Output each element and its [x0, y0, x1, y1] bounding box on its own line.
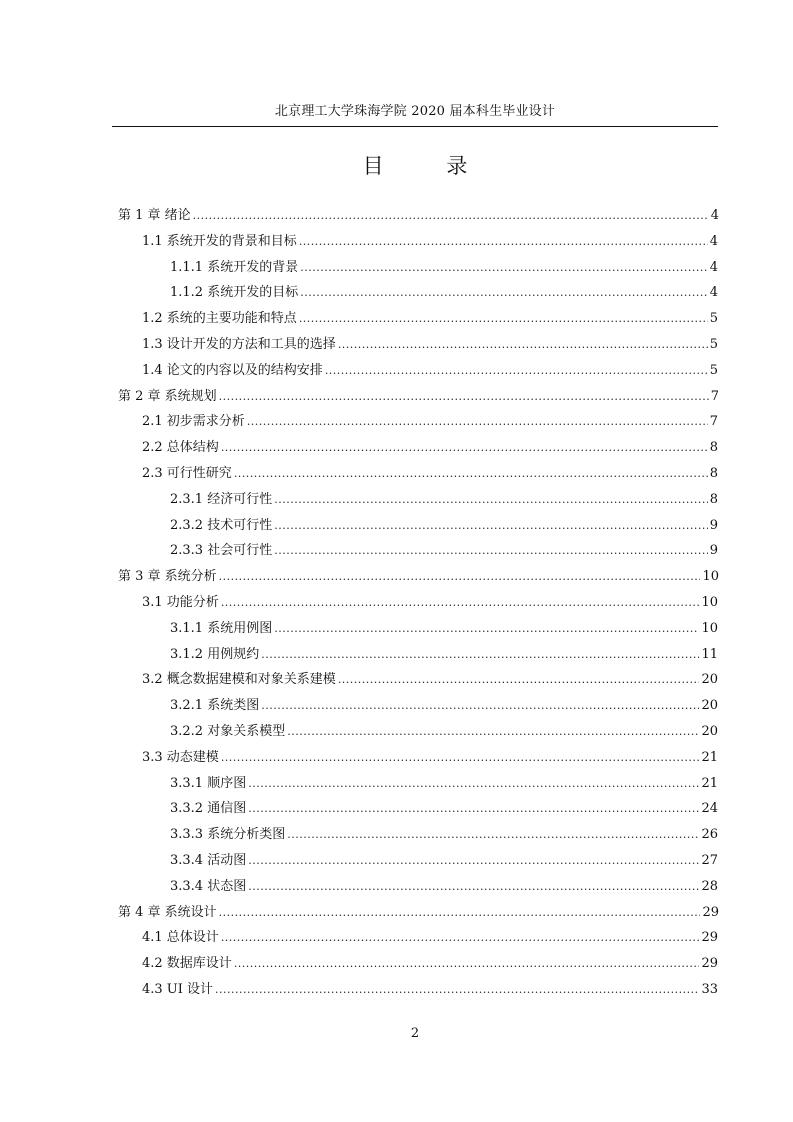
toc-entry-label: 1.4 论文的内容以及的结构安排 [142, 363, 323, 378]
toc-entry-label: 3.1.2 用例规约 [170, 647, 260, 662]
toc-entry-page: 21 [701, 750, 718, 765]
toc-dot-leader [248, 850, 699, 872]
toc-dot-leader [234, 953, 700, 975]
toc-entry-page: 7 [709, 414, 718, 429]
toc-entry[interactable] [170, 282, 718, 304]
toc-entry[interactable] [142, 747, 718, 769]
page-number: 2 [410, 1026, 420, 1041]
toc-entry-page: 9 [709, 543, 718, 558]
toc-dot-leader [215, 979, 699, 1001]
toc-entry-label: 第 3 章 系统分析 [118, 569, 217, 584]
toc-dot-leader [248, 773, 699, 795]
toc-entry-label: 4.1 总体设计 [142, 930, 219, 945]
toc-dot-leader [248, 798, 699, 820]
toc-entry-label: 2.3.3 社会可行性 [170, 543, 273, 558]
toc-entry[interactable] [142, 360, 718, 382]
toc-entry-page: 11 [701, 647, 718, 662]
header-rule [112, 126, 718, 127]
toc-entry-page: 20 [701, 672, 718, 687]
toc-dot-leader [274, 489, 708, 511]
toc-entry-label: 4.2 数据库设计 [142, 956, 232, 971]
toc-dot-leader [274, 618, 699, 640]
toc-entry-label: 1.3 设计开发的方法和工具的选择 [142, 337, 336, 352]
toc-entry[interactable] [170, 618, 718, 640]
toc-title: 目 录 [362, 154, 496, 178]
toc-entry[interactable] [142, 669, 718, 691]
toc-entry-page: 10 [701, 621, 718, 636]
toc-dot-leader [300, 257, 708, 279]
toc-entry-label: 3.3 动态建模 [142, 750, 219, 765]
toc-entry-page: 20 [701, 724, 718, 739]
toc-entry-label: 3.1 功能分析 [142, 595, 219, 610]
toc-dot-leader [221, 747, 700, 769]
toc-dot-leader [325, 360, 708, 382]
toc-entry-label: 3.3.3 系统分析类图 [170, 827, 286, 842]
toc-entry-page: 24 [701, 801, 718, 816]
toc-entry-label: 3.2.1 系统类图 [170, 698, 260, 713]
toc-entry-page: 20 [701, 698, 718, 713]
toc-entry-page: 29 [701, 956, 718, 971]
toc-dot-leader [219, 566, 701, 588]
toc-entry-page: 27 [701, 853, 718, 868]
toc-entry-label: 4.3 UI 设计 [142, 982, 214, 997]
toc-dot-leader [221, 927, 700, 949]
toc-entry-page: 9 [709, 518, 718, 533]
toc-dot-leader [221, 437, 708, 459]
toc-dot-leader [299, 308, 708, 330]
toc-entry-label: 2.3.1 经济可行性 [170, 492, 273, 507]
toc-dot-leader [247, 411, 708, 433]
toc-dot-leader [299, 231, 708, 253]
toc-entry-label: 3.3.4 活动图 [170, 853, 247, 868]
toc-dot-leader [287, 721, 699, 743]
toc-entry[interactable] [142, 592, 718, 614]
toc-entry[interactable] [170, 540, 718, 562]
toc-entry[interactable] [170, 644, 718, 666]
running-header: 北京理工大学珠海学院 2020 届本科生毕业设计 [274, 104, 556, 119]
toc-entry-label: 3.3.2 通信图 [170, 801, 247, 816]
toc-entry-page: 21 [701, 776, 718, 791]
toc-entry-label: 1.1.1 系统开发的背景 [170, 260, 299, 275]
toc-entry-page: 8 [709, 440, 718, 455]
toc-entry[interactable] [170, 721, 718, 743]
toc-entry[interactable] [170, 773, 718, 795]
toc-dot-leader [221, 592, 700, 614]
toc-entry[interactable] [142, 953, 718, 975]
toc-entry[interactable] [142, 463, 718, 485]
toc-dot-leader [234, 463, 708, 485]
toc-entry[interactable] [142, 927, 718, 949]
toc-entry-label: 1.2 系统的主要功能和特点 [142, 311, 297, 326]
toc-entry-label: 2.3.2 技术可行性 [170, 518, 273, 533]
toc-entry[interactable] [142, 411, 718, 433]
toc-entry-label: 3.2 概念数据建模和对象关系建模 [142, 672, 336, 687]
toc-entry-label: 第 1 章 绪论 [118, 208, 191, 223]
toc-entry[interactable] [118, 902, 719, 924]
toc-entry[interactable] [170, 876, 718, 898]
toc-entry-page: 33 [701, 982, 718, 997]
toc-entry-page: 10 [701, 595, 718, 610]
toc-dot-leader [193, 205, 709, 227]
toc-entry-label: 3.3.4 状态图 [170, 879, 247, 894]
toc-entry[interactable] [118, 386, 719, 408]
toc-entry[interactable] [142, 979, 718, 1001]
toc-entry-label: 1.1 系统开发的背景和目标 [142, 234, 297, 249]
toc-entry-page: 4 [709, 285, 718, 300]
toc-entry-page: 4 [709, 260, 718, 275]
toc-entry[interactable] [170, 489, 718, 511]
toc-entry[interactable] [142, 437, 718, 459]
toc-entry-page: 8 [709, 466, 718, 481]
toc-entry-page: 5 [709, 311, 718, 326]
toc-dot-leader [300, 282, 708, 304]
toc-entry[interactable] [170, 824, 718, 846]
toc-dot-leader [274, 515, 708, 537]
toc-entry[interactable] [142, 308, 718, 330]
toc-entry[interactable] [142, 334, 718, 356]
toc-entry-label: 2.3 可行性研究 [142, 466, 232, 481]
toc-dot-leader [219, 386, 709, 408]
toc-entry-label: 1.1.2 系统开发的目标 [170, 285, 299, 300]
toc-entry[interactable] [170, 850, 718, 872]
toc-entry-page: 29 [701, 930, 718, 945]
toc-entry[interactable] [118, 566, 719, 588]
toc-dot-leader [261, 644, 699, 666]
toc-entry[interactable] [170, 515, 718, 537]
toc-entry-label: 3.1.1 系统用例图 [170, 621, 273, 636]
toc-entry[interactable] [170, 257, 718, 279]
toc-entry-page: 28 [701, 879, 718, 894]
toc-entry-label: 第 4 章 系统设计 [118, 905, 217, 920]
toc-dot-leader [248, 876, 699, 898]
toc-dot-leader [338, 669, 700, 691]
toc-entry-label: 2.2 总体结构 [142, 440, 219, 455]
toc-entry-page: 4 [709, 234, 718, 249]
toc-dot-leader [219, 902, 701, 924]
toc-entry[interactable] [170, 798, 718, 820]
toc-entry-page: 10 [702, 569, 719, 584]
toc-entry-page: 8 [709, 492, 718, 507]
toc-entry-page: 29 [702, 905, 719, 920]
toc-entry-page: 5 [709, 337, 718, 352]
toc-entry[interactable] [118, 205, 719, 227]
toc-entry-page: 4 [710, 208, 719, 223]
toc-dot-leader [261, 695, 699, 717]
toc-entry-label: 2.1 初步需求分析 [142, 414, 245, 429]
toc-entry-page: 26 [701, 827, 718, 842]
toc-entry-label: 第 2 章 系统规划 [118, 389, 217, 404]
toc-dot-leader [274, 540, 708, 562]
toc-dot-leader [338, 334, 708, 356]
toc-entry-page: 5 [709, 363, 718, 378]
toc-entry[interactable] [142, 231, 718, 253]
toc-dot-leader [287, 824, 699, 846]
toc-entry[interactable] [170, 695, 718, 717]
toc-entry-page: 7 [710, 389, 719, 404]
toc-entry-label: 3.2.2 对象关系模型 [170, 724, 286, 739]
toc-entry-label: 3.3.1 顺序图 [170, 776, 247, 791]
